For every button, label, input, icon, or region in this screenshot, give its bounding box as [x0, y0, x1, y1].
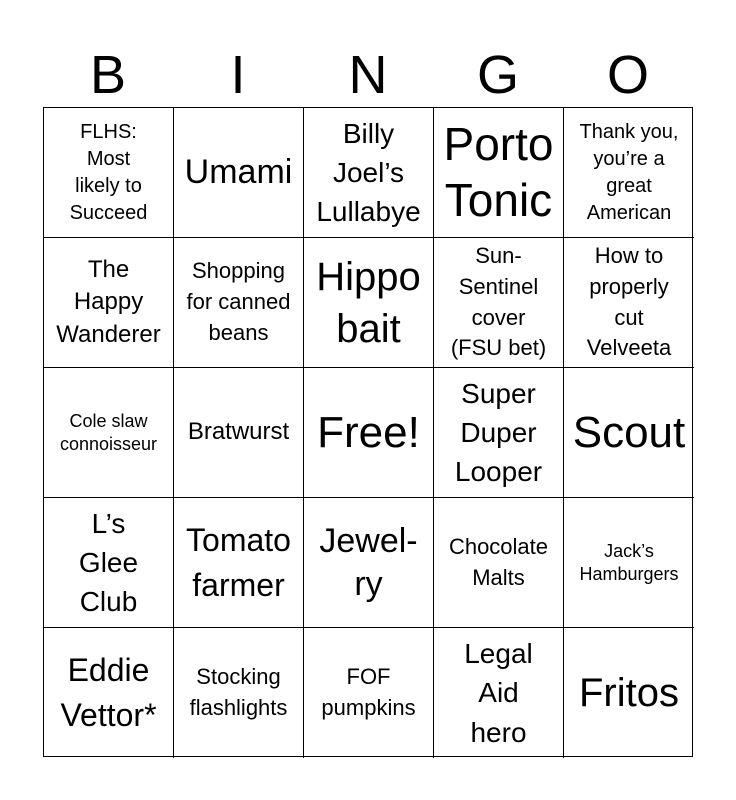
header-letter-n: N [348, 45, 388, 105]
bingo-cell-r2-c3[interactable] [304, 238, 434, 368]
cell-text: Tomato farmer [186, 521, 291, 603]
cell-text: Bratwurst [187, 418, 290, 446]
bingo-cell-r2-c4[interactable] [434, 238, 564, 368]
cell-text: Stocking flashlights [189, 664, 288, 720]
bingo-cell-r5-c5[interactable] [564, 628, 694, 758]
bingo-cell-r3-c3[interactable] [304, 368, 434, 498]
bingo-cell-r5-c4[interactable] [434, 628, 564, 758]
bingo-board [43, 107, 693, 757]
bingo-cell-r1-c1[interactable] [44, 108, 174, 238]
bingo-cell-r2-c2[interactable] [174, 238, 304, 368]
cell-text: Scout [572, 407, 686, 457]
cell-text: Legal Aid hero [464, 638, 533, 748]
bingo-cell-r1-c2[interactable] [174, 108, 304, 238]
cell-text: Fritos [579, 671, 679, 715]
cell-text: Cole slaw connoisseur [59, 411, 158, 454]
header-letter-i: I [230, 45, 246, 105]
cell-text: FOF pumpkins [321, 664, 416, 720]
bingo-cell-r4-c4[interactable] [434, 498, 564, 628]
bingo-cell-r2-c1[interactable] [44, 238, 174, 368]
bingo-cell-r4-c2[interactable] [174, 498, 304, 628]
cell-text: The Happy Wanderer [56, 255, 161, 348]
cell-text: How to properly cut Velveeta [586, 242, 672, 361]
cell-text: Chocolate Malts [448, 533, 549, 590]
cell-text: Free! [317, 407, 420, 457]
bingo-cell-r3-c1[interactable] [44, 368, 174, 498]
cell-text: Porto Tonic [443, 118, 554, 226]
bingo-cell-r4-c3[interactable] [304, 498, 434, 628]
header-letter-g: G [476, 45, 519, 105]
bingo-cell-r4-c5[interactable] [564, 498, 694, 628]
bingo-cell-r4-c1[interactable] [44, 498, 174, 628]
cell-text: FLHS: Most likely to Succeed [69, 120, 148, 224]
bingo-cell-r3-c4[interactable] [434, 368, 564, 498]
cell-text: Jack’s Hamburgers [579, 541, 679, 584]
header-letter-o: O [606, 45, 649, 105]
bingo-cell-r3-c2[interactable] [174, 368, 304, 498]
bingo-cell-r5-c1[interactable] [44, 628, 174, 758]
bingo-cell-r1-c3[interactable] [304, 108, 434, 238]
bingo-cell-r5-c3[interactable] [304, 628, 434, 758]
bingo-cell-r1-c4[interactable] [434, 108, 564, 238]
bingo-cell-r2-c5[interactable] [564, 238, 694, 368]
cell-text: Jewel-ry [319, 522, 418, 603]
bingo-cell-r1-c5[interactable] [564, 108, 694, 238]
header-letter-b: B [89, 45, 127, 105]
cell-text: Super Duper Looper [454, 377, 543, 488]
cell-text: Umami [184, 153, 293, 192]
bingo-cell-r3-c5[interactable] [564, 368, 694, 498]
bingo-cell-r5-c2[interactable] [174, 628, 304, 758]
cell-text: Shopping for canned beans [186, 258, 291, 345]
cell-text: Sun-Sentinel cover (FSU bet) [450, 242, 547, 361]
cell-text: L’s Glee Club [78, 507, 139, 618]
cell-text: Eddie Vettor* [60, 652, 157, 733]
cell-text: Billy Joel’s Lullabye [316, 117, 421, 228]
cell-text: Thank you, you’re a great American [579, 120, 679, 224]
bingo-header [43, 42, 693, 108]
cell-text: Hippo bait [316, 254, 421, 351]
